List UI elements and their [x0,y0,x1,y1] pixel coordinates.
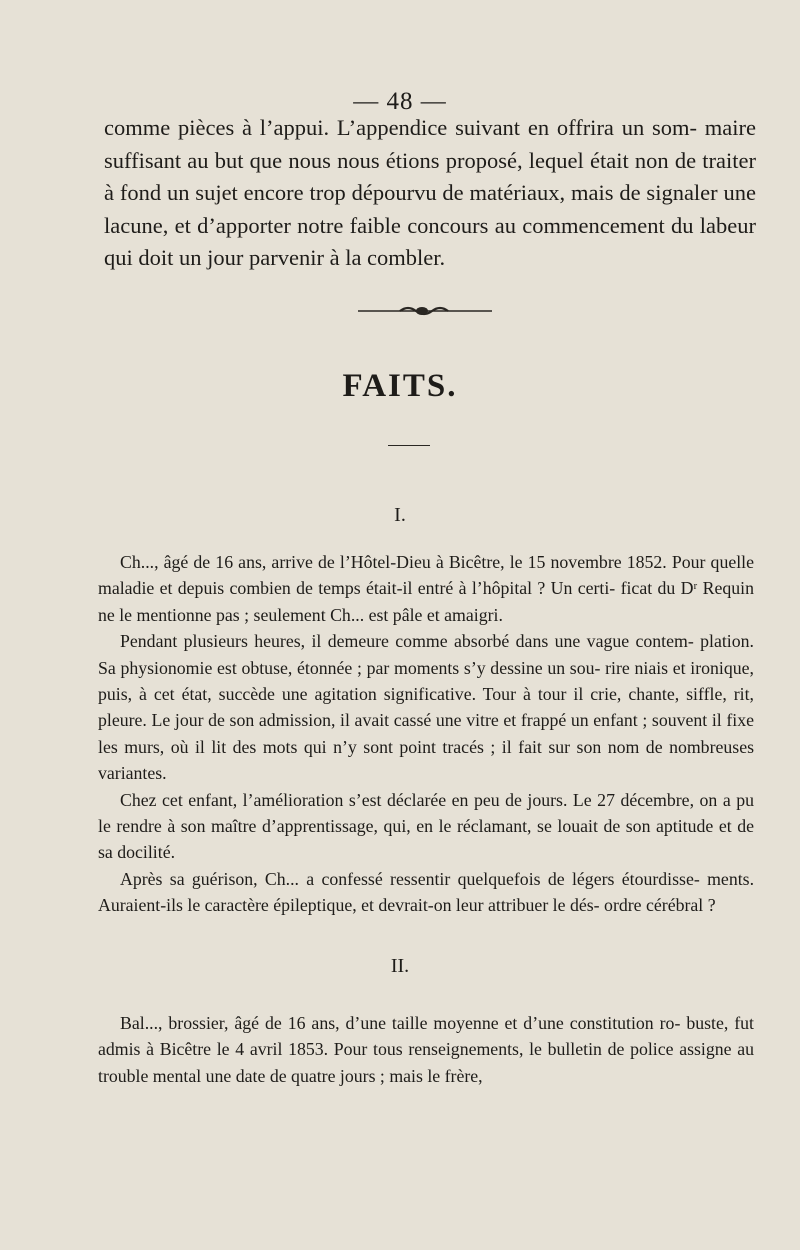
intro-text [104,112,756,275]
paragraph [98,787,754,866]
intro-paragraph [104,112,756,275]
text-line: commencement du labeur qui doit un jour parvenir à la combler. [104,212,757,270]
text-line: ficat du Dʳ Requin ne le mentionne pas ; seulement Ch... est pâle et amaigri. [98,578,754,625]
text-line: buste, fut admis à Bicêtre le 4 avril 1853. Pour tous renseignements, le bulletin [98,1013,754,1060]
text-line: comme pièces à l’appui. L’appendice suivant en offrira un som- [104,115,697,140]
text-line: maire suffisant au but que nous nous étions proposé, lequel était [104,115,756,173]
text-line: ordre cérébral ? [604,895,716,916]
text-line: plation. Sa physionomie est obtuse, étonnée ; par moments s’y dessine un sou- [98,631,754,678]
text-line: à tour il crie, chante, siffle, rit, pleure. Le jour de son admission, il avait cassé [98,684,754,731]
section-1-text [98,549,754,919]
section-number-2: II. [390,955,410,977]
text-line: Ch..., âgé de 16 ans, arrive de l’Hôtel-Dieu à Bicêtre, le 15 novembre 1852. Pour [120,552,706,572]
text-line: de police assigne au trouble mental une date de quatre jours ; mais le frère, [98,1039,754,1086]
text-line: mais de signaler une lacune, et d’apporter notre faible concours au [104,180,757,238]
page-number: — 48 — [353,88,447,115]
section-number-1: I. [394,504,406,526]
heading-rule [388,445,430,446]
text-line: sont point tracés ; il fait sur son nom de nombreuses variantes. [98,736,755,784]
text-line: de son aptitude et de sa docilité. [98,816,754,863]
paragraph [98,549,754,628]
text-line: Chez cet enfant, l’amélioration s’est déclarée en peu de jours. Le 27 décembre, [120,789,695,810]
text-line: une vitre et frappé un enfant ; souvent il fixe les murs, où il lit des mots qui n’y [98,710,754,757]
paragraph [98,866,754,919]
text-line: non de traiter à fond un sujet encore trop dépourvu de matériaux, [104,147,757,205]
text-line: quelle maladie et depuis combien de temps était-il entré à l’hôpital ? Un certi- [98,552,754,599]
text-line: ments. Auraient-ils le caractère épileptique, et devrait-on leur attribuer le dés- [98,868,755,916]
section-2-text [98,1010,754,1089]
paragraph [98,628,754,786]
paragraph [98,1010,754,1089]
ornament-divider [358,304,492,318]
text-line: Pendant plusieurs heures, il demeure comme absorbé dans une vague contem- [120,631,694,652]
text-line: rire niais et ironique, puis, à cet état, succède une agitation significative. Tour [98,657,754,705]
text-line: Après sa guérison, Ch... a confessé ressentir quelquefois de légers étourdisse- [120,868,700,889]
section-heading: FAITS. [342,368,458,404]
text-line: Bal..., brossier, âgé de 16 ans, d’une taille moyenne et d’une constitution ro- [120,1013,681,1033]
text-line: on a pu le rendre à son maître d’apprentissage, qui, en le réclamant, se louait [98,789,754,837]
